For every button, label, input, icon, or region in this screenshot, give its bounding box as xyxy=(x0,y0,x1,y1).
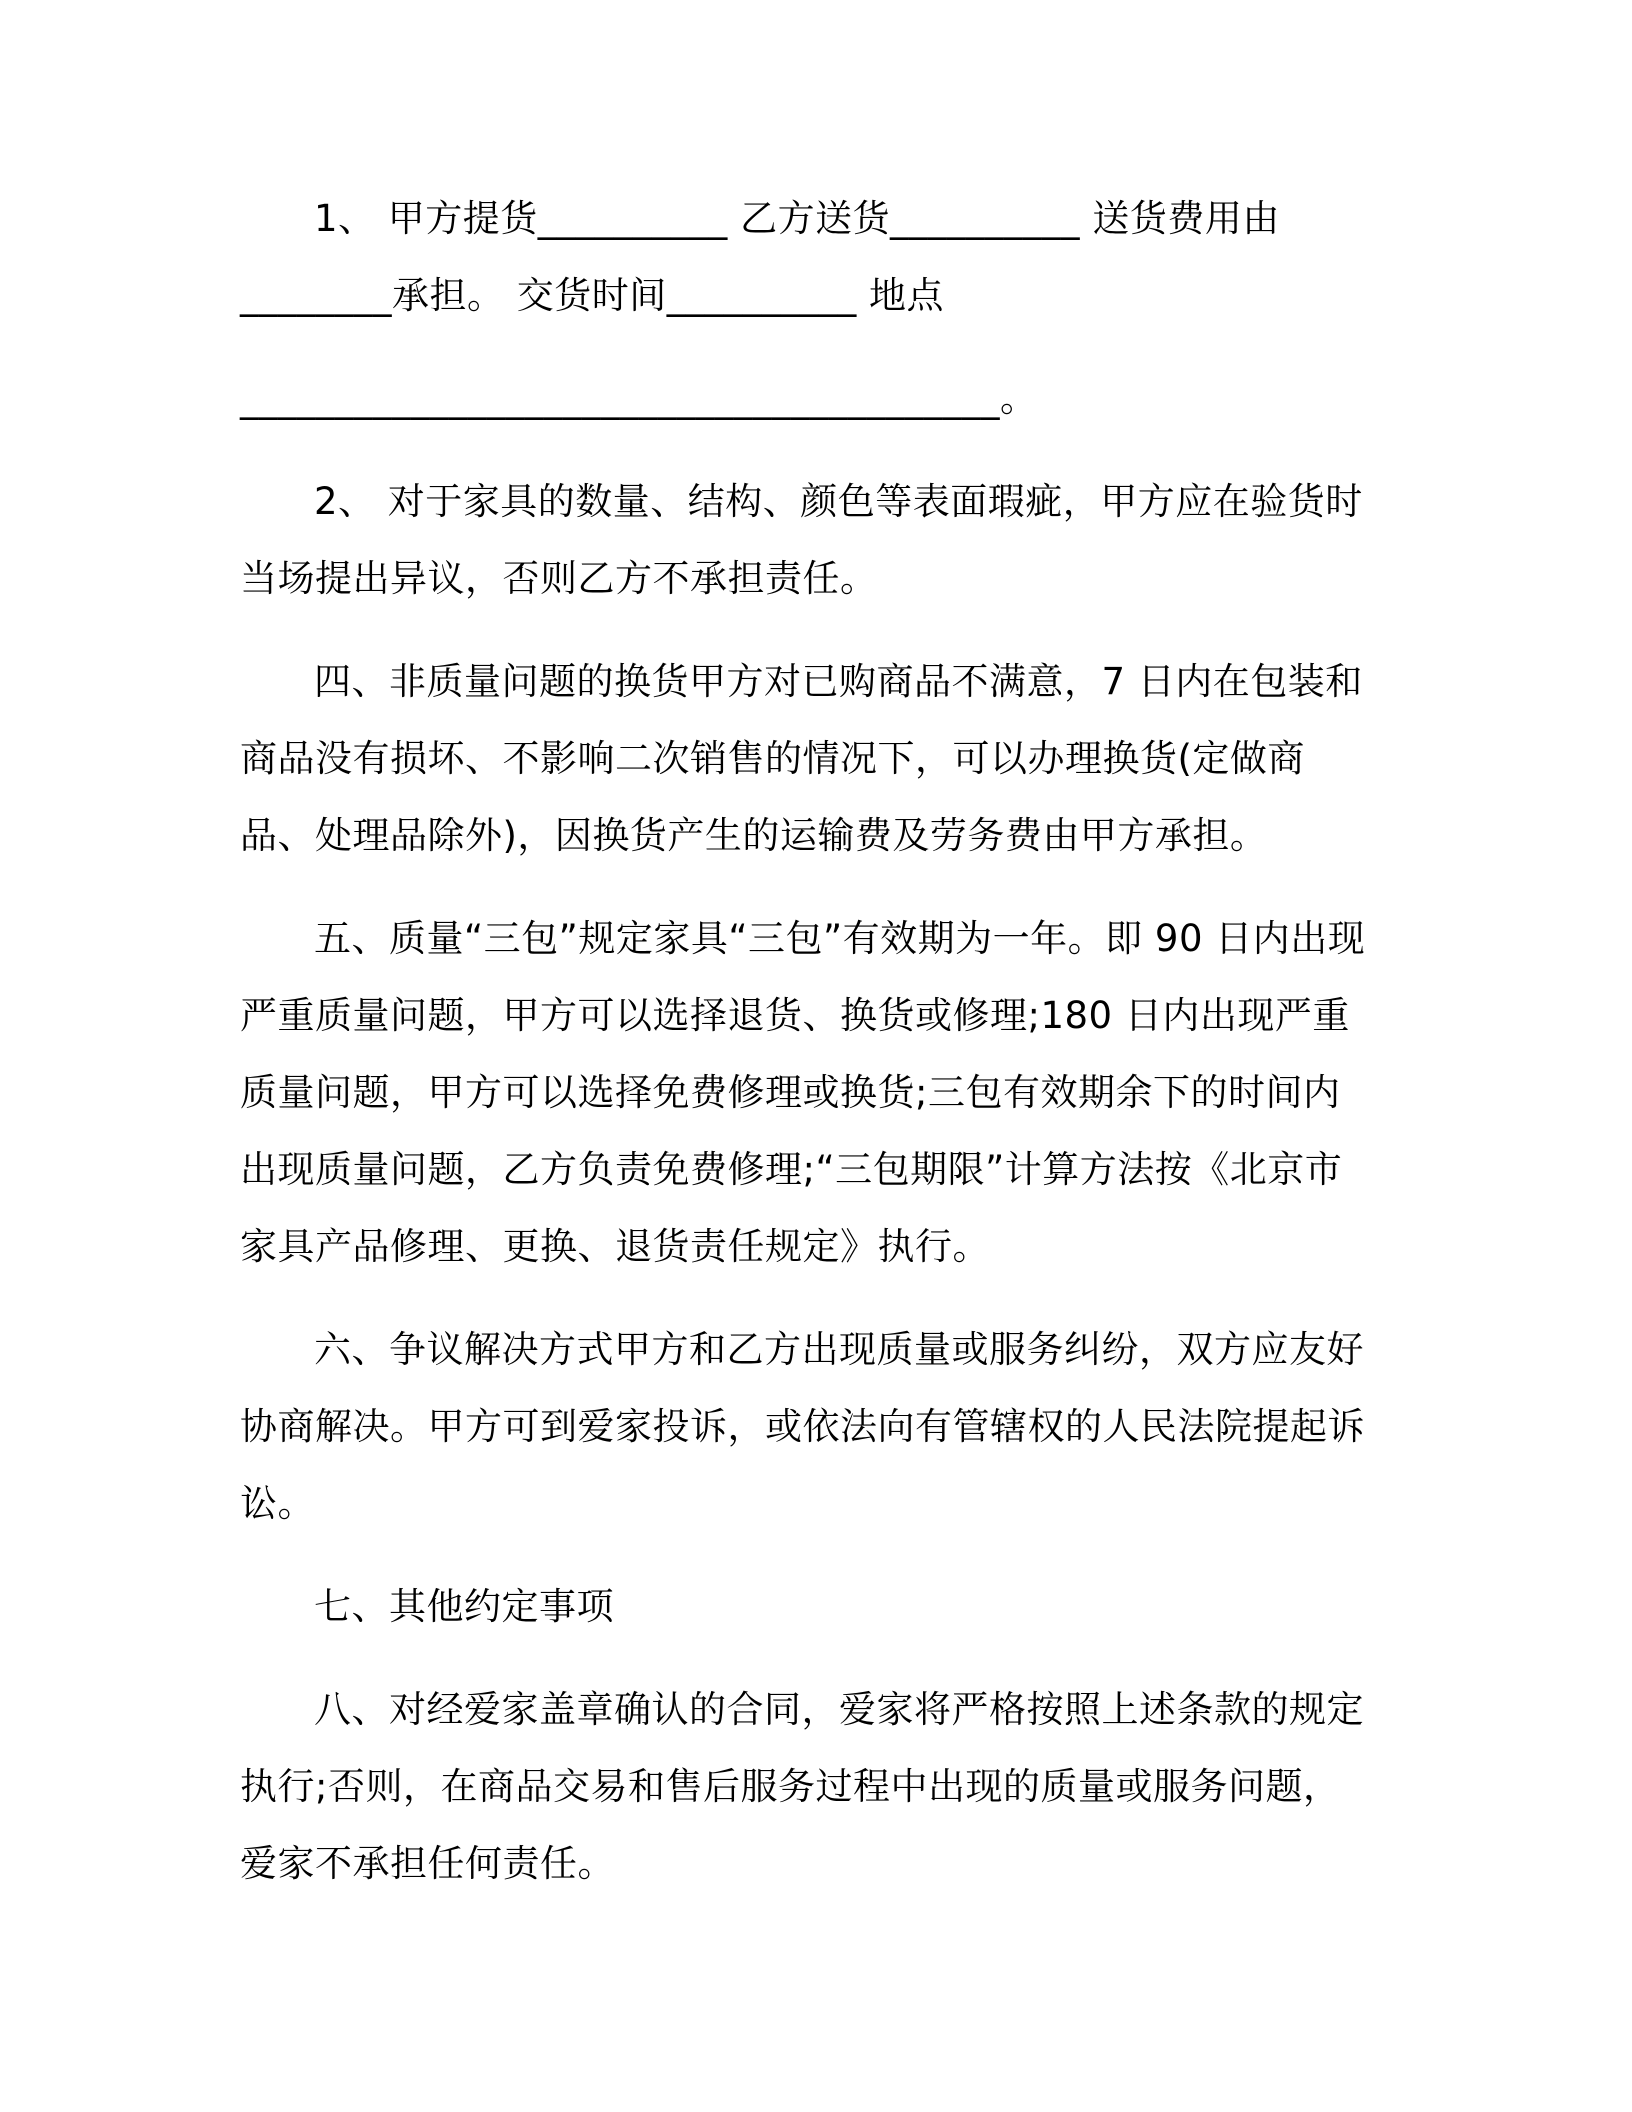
clause-1-line-2: ________承担。 交货时间__________ 地点 xyxy=(240,274,945,317)
clause-1-line-1: 1、 甲方提货__________ 乙方送货__________ 送货费用由 xyxy=(314,197,1280,240)
document-page xyxy=(240,180,1370,1928)
section-4: 四、非质量问题的换货甲方对已购商品不满意，7 日内在包装和商品没有损坏、不影响二次销售的情况下，可以办理换货(定做商品、处理品除外)，因换货产生的运输费及劳务费由甲方承担。 xyxy=(240,660,1363,857)
clause-2: 2、 对于家具的数量、结构、颜色等表面瑕疵，甲方应在验货时当场提出异议，否则乙方不承担责任。 xyxy=(240,480,1363,600)
section-8: 八、对经爱家盖章确认的合同，爱家将严格按照上述条款的规定执行;否则，在商品交易和售后服务过程中出现的质量或服务问题，爱家不承担任何责任。 xyxy=(240,1688,1364,1885)
section-6: 六、争议解决方式甲方和乙方出现质量或服务纠纷，双方应友好协商解决。甲方可到爱家投诉，或依法向有管辖权的人民法院提起诉讼。 xyxy=(240,1328,1365,1525)
clause-1-line-3: ________________________________________。 xyxy=(240,377,1038,420)
section-7: 七、其他约定事项 xyxy=(314,1585,614,1628)
clause-1 xyxy=(240,180,1370,437)
section-5: 五、质量“三包”规定家具“三包”有效期为一年。即 90 日内出现严重质量问题，甲方可以选择退货、换货或修理;180 日内出现严重质量问题，甲方可以选择免费修理或换货;三包有效期余下的时间内出现质量问题，乙方负责免费修理;“三包期限”计算方法按《北京市家具产品修理、更换、退货责任规定》执行。 xyxy=(240,917,1366,1268)
